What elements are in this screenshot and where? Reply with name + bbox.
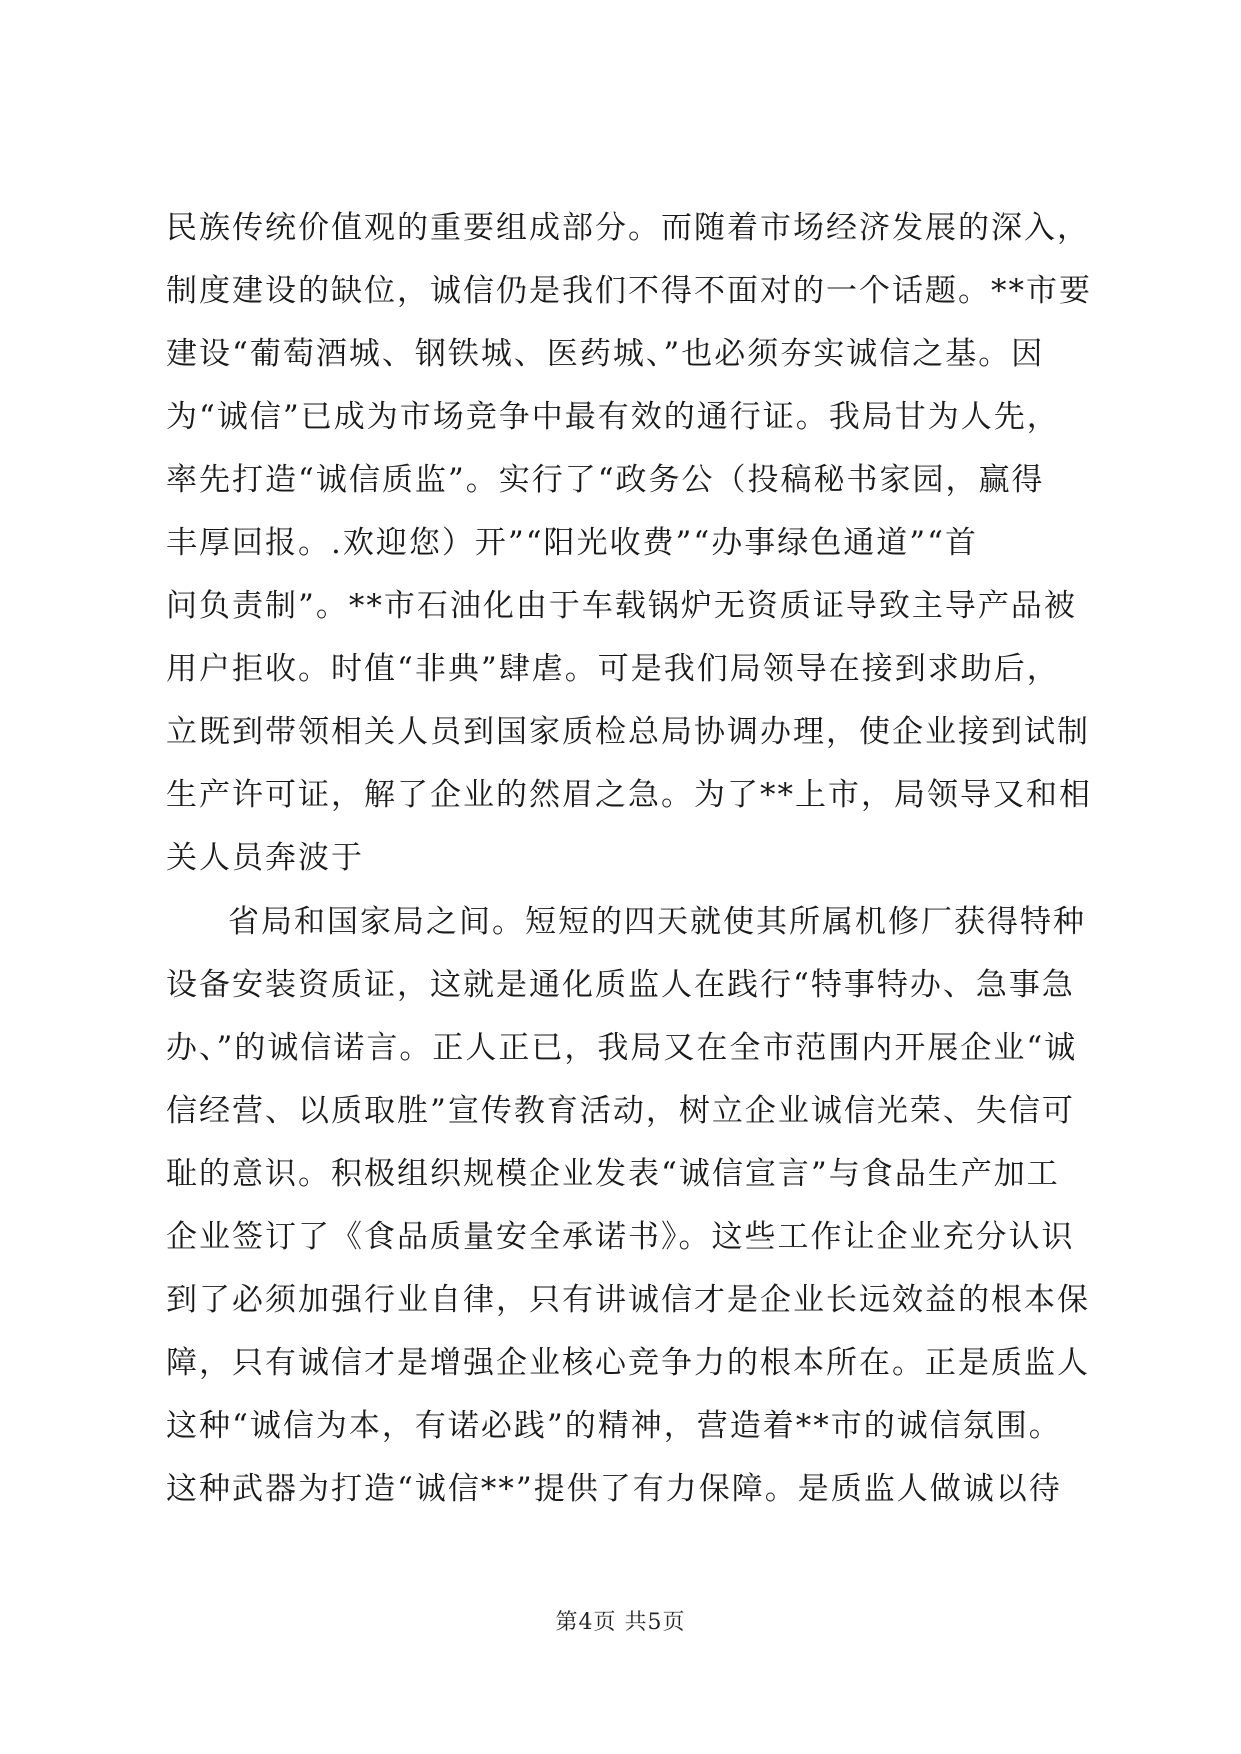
paragraph-line: 民族传统价值观的重要组成部分。而随着市场经济发展的深入， [166, 210, 1090, 246]
paragraph-line: 立既到带领相关人员到国家质检总局协调办理，使企业接到试制 [166, 714, 1090, 750]
paragraph-line: 问负责制”。**市石油化由于车载锅炉无资质证导致主导产品被 [166, 588, 1077, 624]
paragraph-line: 建设“葡萄酒城、钢铁城、医药城、”也必须夯实诚信之基。因 [166, 336, 1045, 372]
paragraph-line: 这种“诚信为本，有诺必践”的精神，营造着**市的诚信氛围。 [166, 1408, 1062, 1444]
paragraph-line: 企业签订了《食品质量安全承诺书》。这些工作让企业充分认识 [166, 1219, 1075, 1255]
paragraph-line: 信经营、以质取胜”宣传教育活动，树立企业诚信光荣、失信可 [166, 1093, 1075, 1129]
paragraph-line: 到了必须加强行业自律，只有讲诚信才是企业长远效益的根本保 [166, 1282, 1090, 1318]
paragraph-line: 丰厚回报。.欢迎您）开”“阳光收费”“办事绿色通道”“首 [166, 525, 978, 561]
paragraph-line: 关人员奔波于 [166, 840, 364, 876]
paragraph-line: 办、”的诚信诺言。正人正已，我局又在全市范围内开展企业“诚 [166, 1030, 1078, 1066]
paragraph-line: 这种武器为打造“诚信**”提供了有力保障。是质监人做诚以待 [166, 1471, 1062, 1507]
paragraph-line: 生产许可证，解了企业的然眉之急。为了**上市，局领导又和相 [166, 777, 1092, 813]
paragraph-line-indented: 省局和国家局之间。短短的四天就使其所属机修厂获得特种 [228, 904, 1086, 940]
paragraph-line: 率先打造“诚信质监”。实行了“政务公（投稿秘书家园，赢得 [166, 462, 1045, 498]
paragraph-line: 障，只有诚信才是增强企业核心竞争力的根本所在。正是质监人 [166, 1345, 1090, 1381]
paragraph-line: 设备安装资质证，这就是通化质监人在践行“特事特办、急事急 [166, 967, 1075, 1003]
paragraph-line: 制度建设的缺位，诚信仍是我们不得不面对的一个话题。**市要 [166, 273, 1092, 309]
paragraph-line: 用户拒收。时值“非典”肆虐。可是我们局领导在接到求助后， [166, 651, 1060, 687]
paragraph-1 [166, 197, 1106, 890]
paragraph-line: 耻的意识。积极组织规模企业发表“诚信宣言”与食品生产加工 [166, 1156, 1060, 1192]
page-number-footer: 第4页 共5页 [555, 1610, 686, 1635]
paragraph-2 [166, 891, 1106, 1521]
paragraph-line: 为“诚信”已成为市场竞争中最有效的通行证。我局甘为人先， [166, 399, 1060, 435]
